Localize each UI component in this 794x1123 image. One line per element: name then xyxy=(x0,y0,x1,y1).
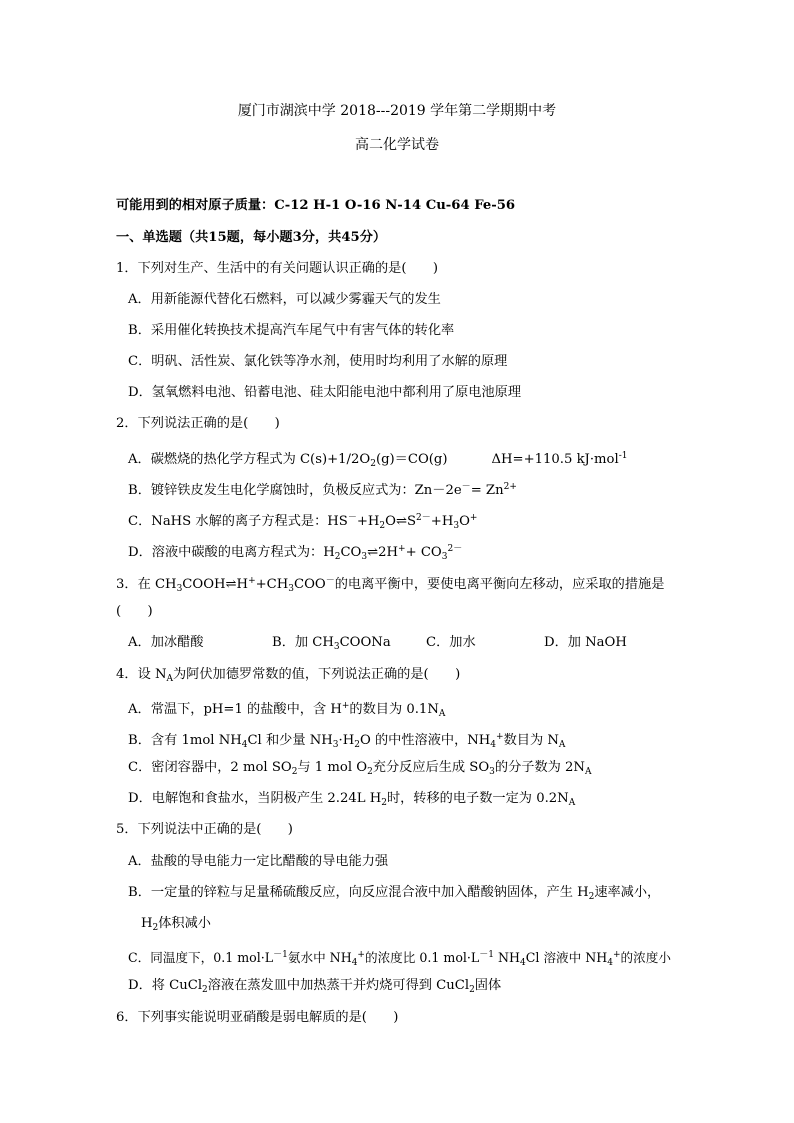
exam-title: 厦门市湖滨中学 2018---2019 学年第二学期期中考 xyxy=(237,103,557,119)
q4-option-b: B．含有 1mol $NH_4Cl$ 和少量 $NH_3\cdot H_2O$ 的中性溶液中，$NH_4^+$数目为 $N_A$ xyxy=(128,732,566,750)
q1-option-d: D．氢氧燃料电池、铅蓄电池、硅太阳能电池中都利用了原电池原理 xyxy=(128,385,522,400)
q3-options xyxy=(128,633,688,657)
q5-option-b-cont: $H_2$体积减小 xyxy=(141,916,211,933)
q4-option-d: D．电解饱和食盐水，当阴极产生 2.24L $H_2$时，转移的电子数一定为 $0.2N_A$ xyxy=(128,791,576,808)
section-title: 一、单选题（共15题，每小题3分，共45分） xyxy=(116,230,387,245)
q3-option-a: A．加冰醋酸 xyxy=(128,635,204,650)
q1-option-b: B．采用催化转换技术提高汽车尾气中有害气体的转化率 xyxy=(128,323,455,338)
q1-option-a: A．用新能源代替化石燃料，可以减少雾霾天气的发生 xyxy=(128,292,441,307)
q3-option-c: C．加水 xyxy=(426,635,476,650)
q2-option-b: B．镀锌铁皮发生电化学腐蚀时，负极反应式为：$Zn-2e^-= Zn^{2+}$ xyxy=(128,482,517,498)
q5-stem: 5．下列说法中正确的是( ) xyxy=(116,822,293,837)
q5-option-b: B．一定量的锌粒与足量稀硫酸反应，向反应混合液中加入醋酸钠固体，产生 $H_2$速率减小， xyxy=(128,885,661,902)
q4-option-a: A．常温下，pH=1 的盐酸中，含 H+的数目为 $0.1N_A$ xyxy=(128,701,446,719)
q3-option-d: D．加 NaOH xyxy=(544,635,627,650)
atomic-masses: 可能用到的相对原子质量：C-12 H-1 O-16 N-14 Cu-64 Fe-56 xyxy=(116,198,516,213)
q2-option-a: A．碳燃烧的热化学方程式为 $C(s)+1/2O_2(g)=CO(g)$ ΔH=+110.5 kJ·mol$^{-1}$ xyxy=(128,451,628,469)
q3-stem-paren: ( ) xyxy=(116,604,153,619)
q5-option-c: C．同温度下，0.1 $mol\cdot L^{-1}$氨水中 $NH_4^+$的浓度比 0.1 $mol\cdot L^{-1}$ $NH_4Cl$ 溶液中 $NH_4^+$的浓度小 xyxy=(128,950,671,968)
q3-option-b: B．加 $CH_3COONa$ xyxy=(272,635,391,652)
q6-stem: 6．下列事实能说明亚硝酸是弱电解质的是( ) xyxy=(116,1010,399,1025)
exam-subtitle: 高二化学试卷 xyxy=(355,137,439,153)
q5-option-a: A．盐酸的导电能力一定比醋酸的导电能力强 xyxy=(128,854,389,869)
q1-stem: 1．下列对生产、生活中的有关问题认识正确的是( ) xyxy=(116,261,438,276)
q3-stem: 3．在 $CH_3COOH\rightleftharpoons H^++CH_3COO^-$的电离平衡中，要使电离平衡向左移动，应采取的措施是 xyxy=(116,576,665,594)
q4-stem: 4．设 $N_A$为阿伏加德罗常数的值，下列说法正确的是( ) xyxy=(116,667,461,684)
q2-option-d: D．溶液中碳酸的电离方程式为：$H_2CO_3\rightleftharpoons 2H^++ CO_3^{2-}$ xyxy=(128,544,463,562)
q2-stem: 2．下列说法正确的是( ) xyxy=(116,416,280,431)
q5-option-d: D．将 CuCl$_2$溶液在蒸发皿中加热蒸干并灼烧可得到 CuCl$_2$固体 xyxy=(128,978,502,995)
q4-option-c: C．密闭容器中，2 mol $SO_2$与 1 mol $O_2$充分反应后生成 $SO_3$的分子数为 $2N_A$ xyxy=(128,760,592,777)
q2-option-c: C．NaHS 水解的离子方程式是：$HS^-+H_2O\rightleftharpoons S^{2-}+H_3O^+$ xyxy=(128,513,478,531)
q1-option-c: C．明矾、活性炭、氯化铁等净水剂，使用时均利用了水解的原理 xyxy=(128,354,508,369)
